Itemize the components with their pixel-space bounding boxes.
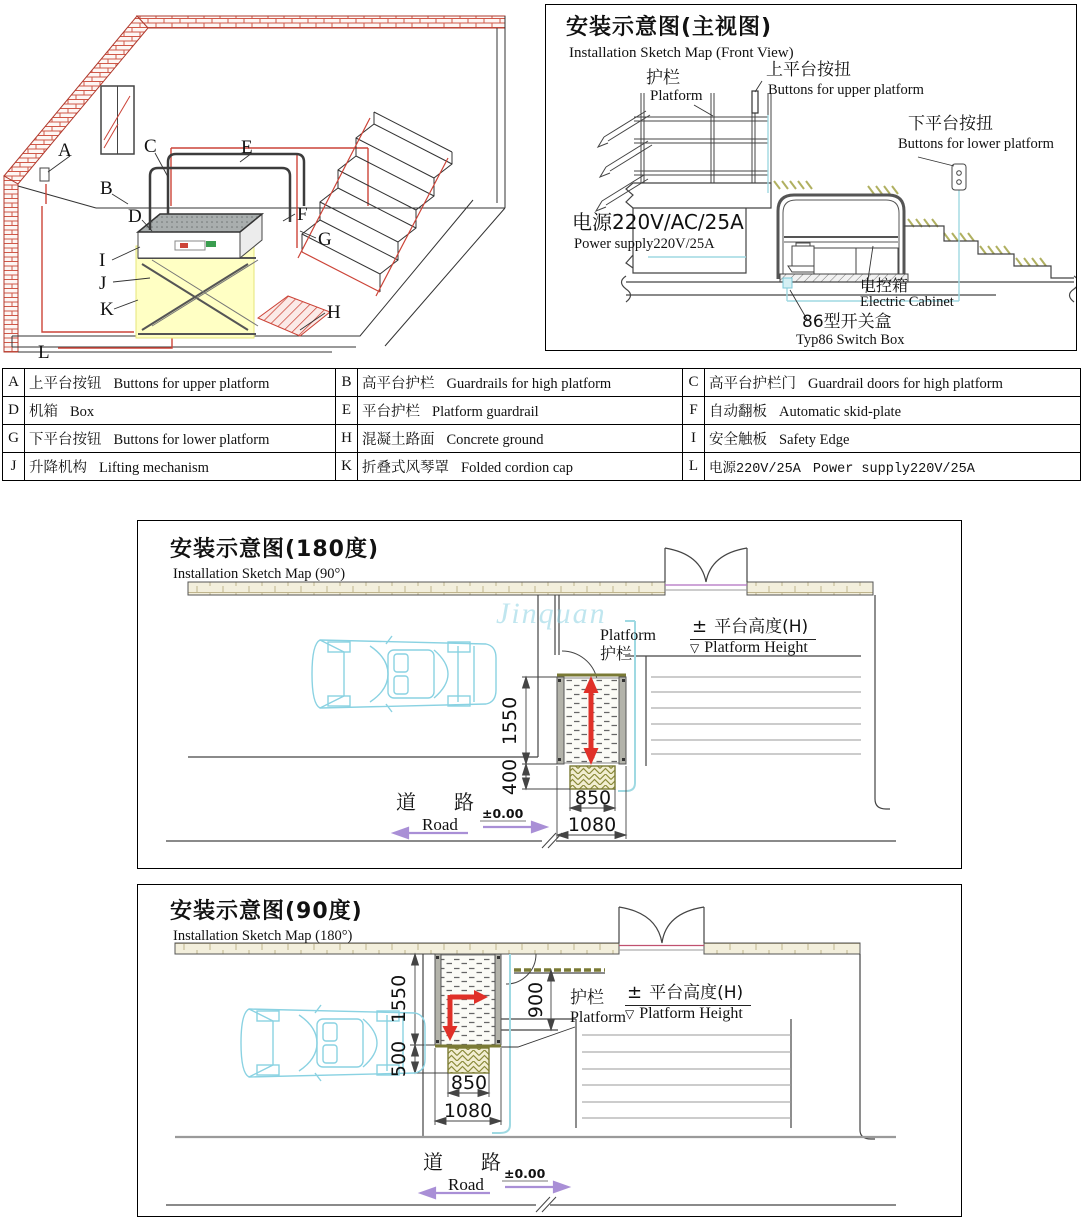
dim-1080: 1080: [443, 1100, 493, 1122]
power-label-en: Power supply220V/25A: [574, 236, 715, 252]
guardrail-label-cn: 护栏: [646, 68, 680, 88]
plan90-title: 安装示意图(90度): [170, 899, 363, 924]
legend-desc: 上平台按钮 Buttons for upper platform: [25, 369, 336, 397]
machinery: [788, 243, 898, 274]
switch-label-cn: 86型开关盒: [802, 312, 892, 332]
label-K: K: [100, 299, 114, 320]
label-I: I: [99, 250, 106, 271]
upper-guardrail: [634, 93, 771, 183]
dim-500: 500: [388, 1040, 410, 1078]
legend-key: L: [683, 453, 705, 481]
road-label-cn2: 路: [454, 790, 474, 814]
front-subtitle: Installation Sketch Map (Front View): [569, 45, 794, 61]
front-title: 安装示意图(主视图): [566, 15, 773, 40]
pit-hatch: [448, 1048, 489, 1073]
label-D: D: [128, 206, 142, 227]
legend-key: J: [3, 453, 25, 481]
staircase: [302, 112, 452, 292]
double-door: [619, 907, 704, 943]
room-outline: [12, 16, 505, 352]
plan180-subtitle: Installation Sketch Map (90°): [173, 566, 346, 582]
legend-desc: 自动翻板 Automatic skid-plate: [705, 397, 1081, 425]
level-label: ±0.00: [504, 1166, 546, 1181]
lower-button-label-en: Buttons for lower platform: [898, 136, 1054, 152]
legend-desc: 平台护栏 Platform guardrail: [358, 397, 683, 425]
legend-key: B: [336, 369, 358, 397]
legend-table: [2, 368, 1081, 481]
dim-850: 850: [574, 787, 612, 809]
legend-key: G: [3, 425, 25, 453]
window: [101, 86, 134, 154]
legend-desc: 混凝土路面 Concrete ground: [358, 425, 683, 453]
dim-400: 400: [499, 758, 521, 796]
label-H: H: [327, 302, 341, 323]
lower-button-label-cn: 下平台按扭: [908, 114, 993, 134]
label-F: F: [297, 204, 308, 225]
lower-button-box: [952, 164, 966, 190]
double-door: [665, 548, 747, 582]
label-B: B: [100, 178, 113, 199]
road-label-en: Road: [422, 815, 458, 834]
legend-key: D: [3, 397, 25, 425]
plan-180-panel: [137, 520, 962, 869]
switch-label-en: Typ86 Switch Box: [796, 332, 905, 348]
isometric-room-drawing: [0, 0, 545, 368]
road-arrows: [394, 821, 546, 838]
legend-key: H: [336, 425, 358, 453]
level-label: ±0.00: [482, 806, 524, 821]
legend-key: C: [683, 369, 705, 397]
legend-key: K: [336, 453, 358, 481]
label-E: E: [241, 137, 253, 158]
guardrail-label-en: Platform: [650, 88, 703, 104]
platform-label-cn: 护栏: [570, 988, 604, 1008]
label-G: G: [318, 229, 332, 250]
legend-key: E: [336, 397, 358, 425]
table-row: [3, 453, 1081, 481]
platform-label-en: Platform: [600, 627, 656, 644]
pit-hatch: [570, 766, 615, 789]
platform-height-label: ± 平台高度(H) ▽ Platform Height: [625, 983, 751, 1023]
upper-button-label-en: Buttons for upper platform: [768, 82, 924, 98]
dim-850: 850: [450, 1072, 488, 1094]
upper-button-label-cn: 上平台按扭: [766, 60, 851, 80]
platform-height-label: ± 平台高度(H) ▽ Platform Height: [690, 617, 816, 657]
table-row: [3, 425, 1081, 453]
road-label-cn1: 道: [423, 1150, 443, 1174]
legend-desc: 折叠式风琴罩 Folded cordion cap: [358, 453, 683, 481]
legend-key: A: [3, 369, 25, 397]
legend-desc: 安全触板 Safety Edge: [705, 425, 1081, 453]
table-row: [3, 397, 1081, 425]
label-C: C: [144, 136, 157, 157]
dim-1550: 1550: [499, 696, 521, 746]
legend-desc: 高平台护栏 Guardrails for high platform: [358, 369, 683, 397]
dim-1550: 1550: [388, 974, 410, 1024]
upper-button: [752, 91, 758, 113]
front-view-panel: [545, 4, 1077, 351]
platform-shaft: [435, 954, 501, 1046]
legend-desc: 升降机构 Lifting mechanism: [25, 453, 336, 481]
road-label-cn2: 路: [481, 1150, 501, 1174]
legend-key: F: [683, 397, 705, 425]
platform-label-cn: 护栏: [600, 644, 633, 663]
right-steps: [904, 226, 1074, 278]
road-label-en: Road: [448, 1175, 484, 1194]
legend-desc: 机箱 Box: [25, 397, 336, 425]
label-A: A: [58, 140, 72, 161]
label-L: L: [38, 342, 50, 363]
stair-steps: [651, 677, 861, 754]
cabinet-label-en: Electric Cabinet: [860, 294, 954, 310]
dim-1080: 1080: [567, 814, 617, 836]
wall-band: [188, 582, 873, 595]
switch-box: [783, 278, 792, 288]
base-line: [166, 1197, 896, 1212]
stair-steps: [582, 1035, 791, 1118]
watermark: Jinquan: [496, 597, 607, 630]
platform-label-en: Platform: [570, 1009, 626, 1026]
road-arrows: [421, 1181, 568, 1198]
legend-key: I: [683, 425, 705, 453]
plan-90-panel: [137, 884, 962, 1217]
road-label-cn1: 道: [396, 790, 416, 814]
legend-desc: 高平台护栏门 Guardrail doors for high platform: [705, 369, 1081, 397]
scissor-lift: [40, 154, 330, 338]
label-J: J: [99, 273, 107, 294]
legend-desc: 电源220V/25A Power supply220V/25A: [705, 453, 1081, 481]
plan180-title: 安装示意图(180度): [170, 537, 380, 562]
legend-desc: 下平台按钮 Buttons for lower platform: [25, 425, 336, 453]
plan90-subtitle: Installation Sketch Map (180°): [173, 928, 353, 944]
base-line: [166, 833, 896, 848]
power-label-cn: 电源220V/AC/25A: [572, 210, 744, 234]
table-row: [3, 369, 1081, 397]
dim-900: 900: [525, 981, 547, 1019]
cabinet-label-cn: 电控箱: [860, 276, 909, 295]
